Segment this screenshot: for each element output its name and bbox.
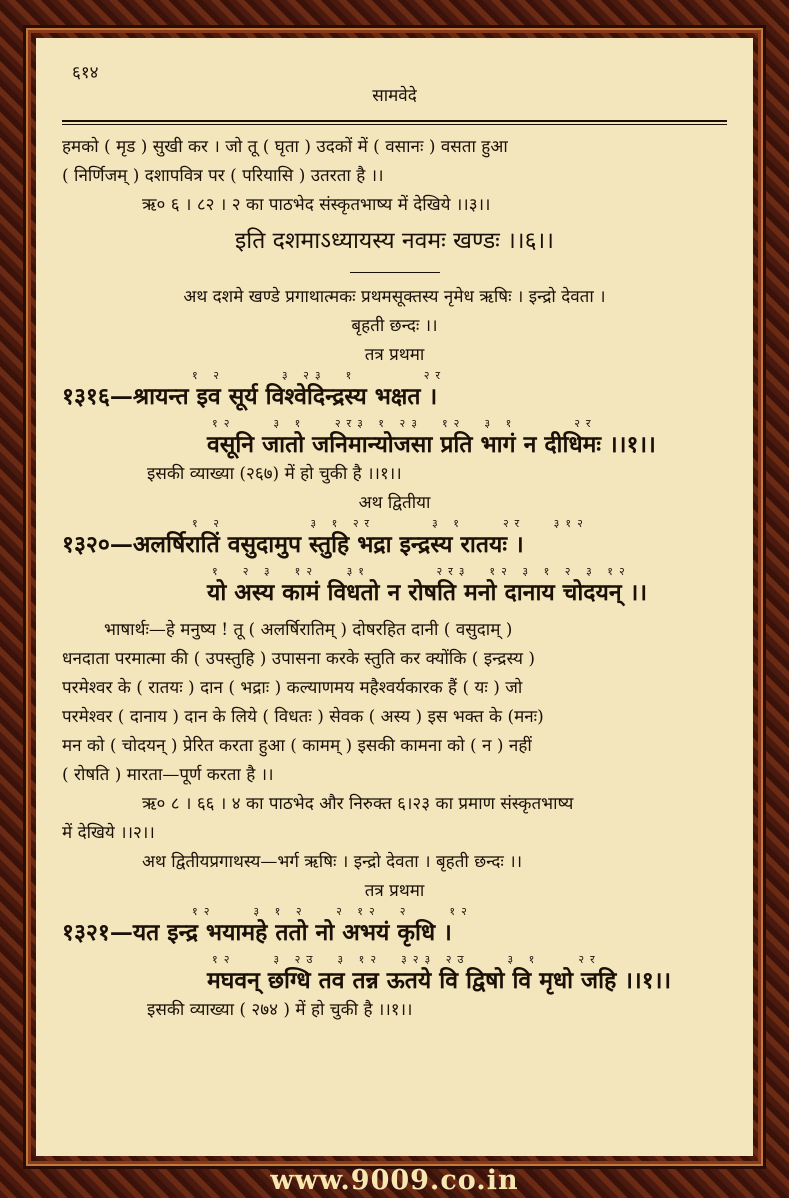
reference-line: में देखिये ।।२।। [62, 823, 155, 843]
mantra-line: १३२०—अलर्षिरातिं वसुदामुप स्तुहि भद्रा इन्द्रस्य रातयः । [62, 531, 524, 558]
reference-line: ऋ० ६ । ८२ । २ का पाठभेद संस्कृतभाष्य में देखिये ।।३।। [142, 195, 491, 215]
mantra-line: यो अस्य कामं विधतो न रोषति मनो दानाय चोदयन् ।। [207, 579, 648, 606]
page-number: ६१४ [72, 63, 99, 83]
website-url[interactable]: www.9009.co.in [270, 1164, 519, 1196]
subheading: तत्र प्रथमा [364, 345, 425, 365]
mantra-line: १३१६—श्रायन्त इव सूर्य विश्वेदिन्द्रस्य भक्षत । [62, 383, 438, 410]
accent-marks: १ २ ३ १२ ३१ २र३ १२ ३ १ २ ३ १२ [212, 565, 631, 578]
intro-line: अथ दशमे खण्डे प्रगाथात्मकः प्रथमसूक्तस्य नृमेध ऋषिः । इन्द्रो देवता । [183, 287, 606, 307]
book-page [36, 38, 753, 1156]
page-header [62, 60, 727, 83]
translation-line: परमेश्वर के ( रातयः ) दान ( भद्राः ) कल्याणमय महैश्वर्यकारक हैं ( यः ) जो [62, 678, 523, 698]
translation-line: धनदाता परमात्मा की ( उपस्तुहि ) उपासना करके स्तुति कर क्योंकि ( इन्द्रस्य ) [62, 649, 535, 669]
translation-line: मन को ( चोदयन् ) प्रेरित करता हुआ ( कामम् ) इसकी कामना को ( न ) नहीं [62, 736, 532, 756]
accent-marks: १२ ३ १ २र३ १ २३ १२ ३ १ २र [212, 417, 597, 430]
accent-marks: १२ ३ २उ ३ १२ ३२३ २उ ३ १ २र [212, 953, 601, 966]
section-end: इति दशमाऽध्यायस्य नवमः खण्डः ।।६।। [235, 228, 554, 254]
accent-marks: १ २ ३ १ २र ३ १ २र ३१२ [192, 517, 589, 530]
mantra-line: १३२१—यत इन्द्र भयामहे ततो नो अभयं कृधि । [62, 919, 452, 946]
page-title: सामवेदे [372, 86, 417, 106]
note-line: इसकी व्याख्या (२६७) में हो चुकी है ।।१।। [147, 464, 402, 484]
translation-line: परमेश्वर ( दानाय ) दान के लिये ( विधतः ) सेवक ( अस्य ) इस भक्त के (मनः) [62, 707, 544, 727]
intro-line: बृहती छन्दः ।। [351, 316, 438, 336]
mantra-line: वसूनि जातो जनिमान्योजसा प्रति भागं न दीधिमः ।।१।। [207, 431, 656, 458]
translation-line: ( रोषति ) मारता—पूर्ण करता है ।। [62, 765, 274, 785]
text-line: ( निर्णिजम् ) दशापवित्र पर ( परियासि ) उतरता है ।। [62, 166, 384, 186]
translation-line: भाषार्थः—हे मनुष्य ! तू ( अलर्षिरातिम् ) दोषरहित दानी ( वसुदाम् ) [104, 620, 513, 640]
reference-line: ऋ० ८ । ६६ । ४ का पाठभेद और निरुक्त ६।२३ का प्रमाण संस्कृतभाष्य [142, 794, 574, 814]
accent-marks: १ २ ३ २३ १ २र [192, 369, 446, 382]
subheading: अथ द्वितीया [358, 493, 431, 513]
mantra-line: मघवन् छग्धि तव तन्न ऊतये वि द्विषो वि मृधो जहि ।।१।। [207, 967, 672, 994]
divider [350, 272, 440, 273]
site-footer [0, 1162, 789, 1198]
intro-line: अथ द्वितीयप्रगाथस्य—भर्ग ऋषिः । इन्द्रो देवता । बृहती छन्दः ।। [142, 852, 523, 872]
subheading: तत्र प्रथमा [364, 881, 425, 901]
accent-marks: १२ ३ १ २ २ १२ २ १२ [192, 905, 473, 918]
note-line: इसकी व्याख्या ( २७४ ) में हो चुकी है ।।१।। [147, 1000, 413, 1020]
text-line: हमको ( मृड ) सुखी कर । जो तू ( घृता ) उदकों में ( वसानः ) वसता हुआ [62, 137, 508, 157]
